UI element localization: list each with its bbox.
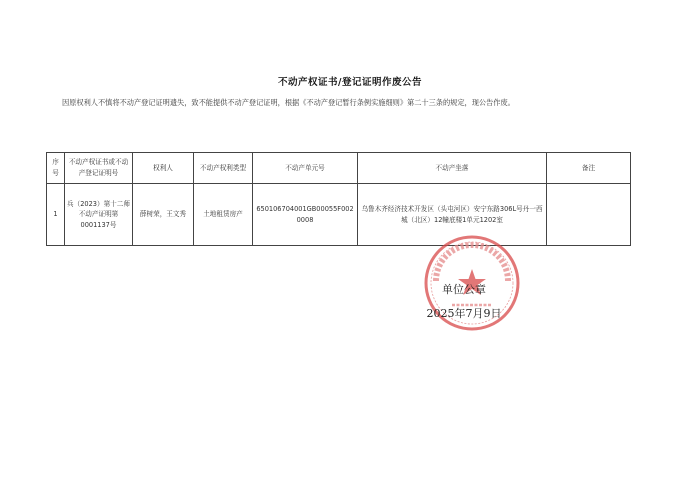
table-header-row — [47, 153, 631, 184]
announcement-intro: 因原权利人不慎将不动产登记证明遗失，致不能提供不动产登记证明，根据《不动产登记暂行条例实施细则》第二十三条的规定，现公告作废。 — [62, 98, 515, 107]
cell-unit-number: 650106704001GB00055F0020008 — [253, 184, 358, 246]
header-certificate-number: 不动产权证书或不动产登记证明号 — [65, 153, 133, 184]
cell-right-type: 土地租赁房产 — [194, 184, 253, 246]
header-note: 备注 — [547, 153, 631, 184]
announcement-date: 2025年7月9日 — [426, 307, 502, 320]
cell-certificate-number: 兵（2023）第十二师不动产证明第0001137号 — [65, 184, 133, 246]
records-table — [46, 152, 631, 246]
cell-number: 1 — [47, 184, 65, 246]
cell-owner: 薛树荣，王文秀 — [133, 184, 194, 246]
cell-location: 乌鲁木齐经济技术开发区（头屯河区）安宁东路306L号丹一西城（北区）12幢底楼1单元1202室 — [358, 184, 547, 246]
cell-note — [547, 184, 631, 246]
page-title: 不动产权证书/登记证明作废公告 — [278, 77, 422, 88]
header-unit-number: 不动产单元号 — [253, 153, 358, 184]
table-row — [47, 184, 631, 246]
header-location: 不动产坐落 — [358, 153, 547, 184]
header-number: 序号 — [47, 153, 65, 184]
header-owner: 权利人 — [133, 153, 194, 184]
header-right-type: 不动产权利类型 — [194, 153, 253, 184]
unit-seal-label: 单位公章 — [442, 283, 486, 296]
